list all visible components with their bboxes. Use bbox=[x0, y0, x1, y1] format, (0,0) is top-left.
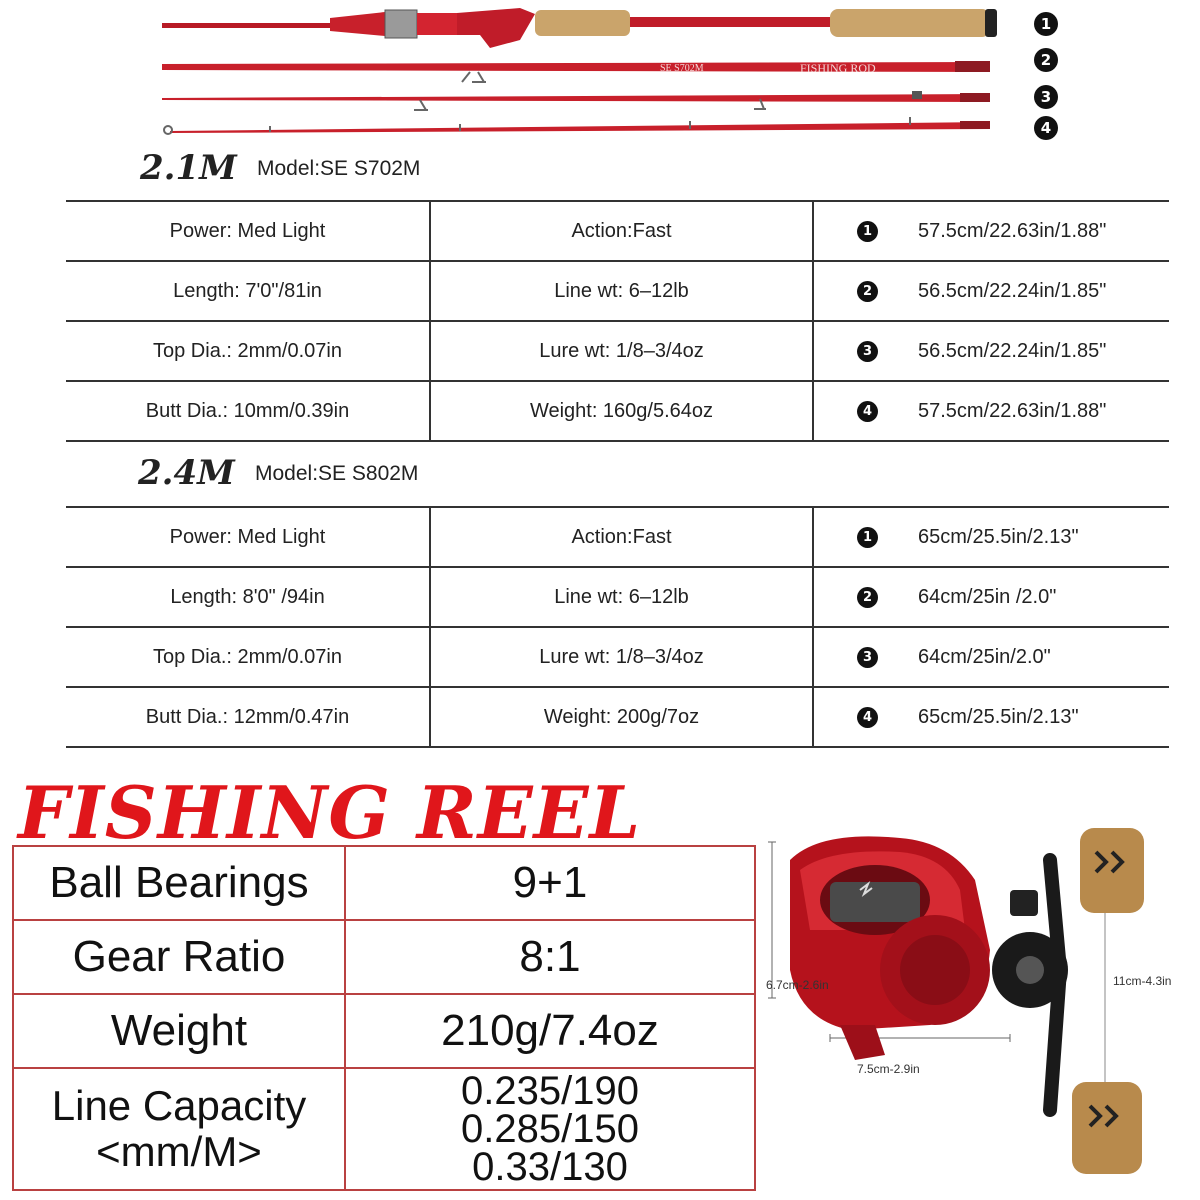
section-length: 64cm/25in/2.0" bbox=[918, 645, 1051, 668]
reel-value-gear-ratio: 8:1 bbox=[345, 920, 755, 994]
section-number-icon: 4 bbox=[857, 707, 878, 728]
spec-action: Action:Fast bbox=[430, 507, 813, 567]
section-length-cell bbox=[813, 261, 1169, 321]
section-badge-4: 4 bbox=[1034, 116, 1058, 140]
table-row bbox=[66, 321, 1169, 381]
size-heading-2-1m: 2.1M bbox=[140, 148, 237, 188]
section-number-icon: 1 bbox=[857, 527, 878, 548]
spec-line-weight: Line wt: 6–12lb bbox=[430, 567, 813, 627]
table-row bbox=[13, 994, 755, 1068]
model-label-s802m: Model:SE S802M bbox=[255, 462, 419, 485]
reel-spec-table bbox=[12, 845, 756, 1191]
spec-length: Length: 8'0" /94in bbox=[66, 567, 430, 627]
rod-section-2 bbox=[162, 61, 990, 82]
section-length-cell bbox=[813, 507, 1169, 567]
line-capacity-value: 0.33/130 bbox=[472, 1145, 628, 1189]
spec-weight: Weight: 200g/7oz bbox=[430, 687, 813, 747]
dimension-height-left: 6.7cm-2.6in bbox=[766, 978, 829, 992]
baitcasting-reel-image bbox=[760, 820, 1200, 1200]
section-number-icon: 4 bbox=[857, 401, 878, 422]
reel-label-line-capacity bbox=[13, 1068, 345, 1190]
section-badge-1: 1 bbox=[1034, 12, 1058, 36]
spec-table-2-4m bbox=[66, 506, 1169, 748]
reel-knob-top bbox=[1080, 828, 1144, 913]
reel-label-weight: Weight bbox=[13, 994, 345, 1068]
section-number-icon: 3 bbox=[857, 647, 878, 668]
section-length: 56.5cm/22.24in/1.85" bbox=[918, 279, 1107, 302]
section-length-cell bbox=[813, 627, 1169, 687]
section-length: 57.5cm/22.63in/1.88" bbox=[918, 219, 1107, 242]
rod-section-4 bbox=[164, 117, 990, 134]
rod-section-1 bbox=[162, 8, 997, 48]
table-row bbox=[13, 920, 755, 994]
table-row bbox=[66, 381, 1169, 441]
spec-table-2-1m bbox=[66, 200, 1169, 442]
line-capacity-value: 0.285/150 bbox=[461, 1107, 639, 1151]
section-length: 65cm/25.5in/2.13" bbox=[918, 525, 1079, 548]
section-length-cell bbox=[813, 567, 1169, 627]
section-badge-3: 3 bbox=[1034, 85, 1058, 109]
spec-line-weight: Line wt: 6–12lb bbox=[430, 261, 813, 321]
table-row bbox=[13, 1068, 755, 1190]
spec-length: Length: 7'0"/81in bbox=[66, 261, 430, 321]
section-length: 65cm/25.5in/2.13" bbox=[918, 705, 1079, 728]
section-number-icon: 1 bbox=[857, 221, 878, 242]
section-length-cell bbox=[813, 321, 1169, 381]
spec-lure-weight: Lure wt: 1/8–3/4oz bbox=[430, 321, 813, 381]
reel-value-weight: 210g/7.4oz bbox=[345, 994, 755, 1068]
table-row bbox=[66, 201, 1169, 261]
dimension-width: 7.5cm-2.9in bbox=[857, 1062, 920, 1076]
line-capacity-label: Line Capacity bbox=[51, 1082, 307, 1129]
reel-label-gear-ratio: Gear Ratio bbox=[13, 920, 345, 994]
rod-section-3 bbox=[162, 91, 990, 110]
section-badge-2: 2 bbox=[1034, 48, 1058, 72]
reel-value-line-capacity bbox=[345, 1068, 755, 1190]
section-number-icon: 2 bbox=[857, 281, 878, 302]
table-row bbox=[66, 507, 1169, 567]
table-row bbox=[66, 567, 1169, 627]
spec-power: Power: Med Light bbox=[66, 201, 430, 261]
rod-print-model: SE S702M bbox=[660, 63, 704, 74]
spec-weight: Weight: 160g/5.64oz bbox=[430, 381, 813, 441]
reel-value-ball-bearings: 9+1 bbox=[345, 846, 755, 920]
section-length: 56.5cm/22.24in/1.85" bbox=[918, 339, 1107, 362]
line-capacity-unit: <mm/M> bbox=[96, 1128, 262, 1175]
spec-power: Power: Med Light bbox=[66, 507, 430, 567]
table-row bbox=[66, 627, 1169, 687]
size-heading-2-4m: 2.4M bbox=[138, 453, 235, 493]
section-number-icon: 3 bbox=[857, 341, 878, 362]
dimension-height-right: 11cm-4.3in bbox=[1113, 974, 1172, 988]
spec-butt-diameter: Butt Dia.: 10mm/0.39in bbox=[66, 381, 430, 441]
rod-print-name: FISHING ROD bbox=[800, 61, 876, 75]
table-row bbox=[66, 261, 1169, 321]
spec-top-diameter: Top Dia.: 2mm/0.07in bbox=[66, 627, 430, 687]
reel-title: FISHING REEL bbox=[18, 770, 642, 855]
section-length-cell bbox=[813, 381, 1169, 441]
model-label-s702m: Model:SE S702M bbox=[257, 157, 421, 180]
table-row bbox=[66, 687, 1169, 747]
reel-label-ball-bearings: Ball Bearings bbox=[13, 846, 345, 920]
section-number-icon: 2 bbox=[857, 587, 878, 608]
section-length: 57.5cm/22.63in/1.88" bbox=[918, 399, 1107, 422]
spec-butt-diameter: Butt Dia.: 12mm/0.47in bbox=[66, 687, 430, 747]
section-length: 64cm/25in /2.0" bbox=[918, 585, 1057, 608]
spec-action: Action:Fast bbox=[430, 201, 813, 261]
table-row bbox=[13, 846, 755, 920]
rod-sections-image bbox=[0, 0, 1200, 150]
section-length-cell bbox=[813, 201, 1169, 261]
line-capacity-value: 0.235/190 bbox=[461, 1069, 639, 1113]
section-length-cell bbox=[813, 687, 1169, 747]
spec-lure-weight: Lure wt: 1/8–3/4oz bbox=[430, 627, 813, 687]
spec-top-diameter: Top Dia.: 2mm/0.07in bbox=[66, 321, 430, 381]
reel-knob-bottom bbox=[1072, 1082, 1142, 1174]
